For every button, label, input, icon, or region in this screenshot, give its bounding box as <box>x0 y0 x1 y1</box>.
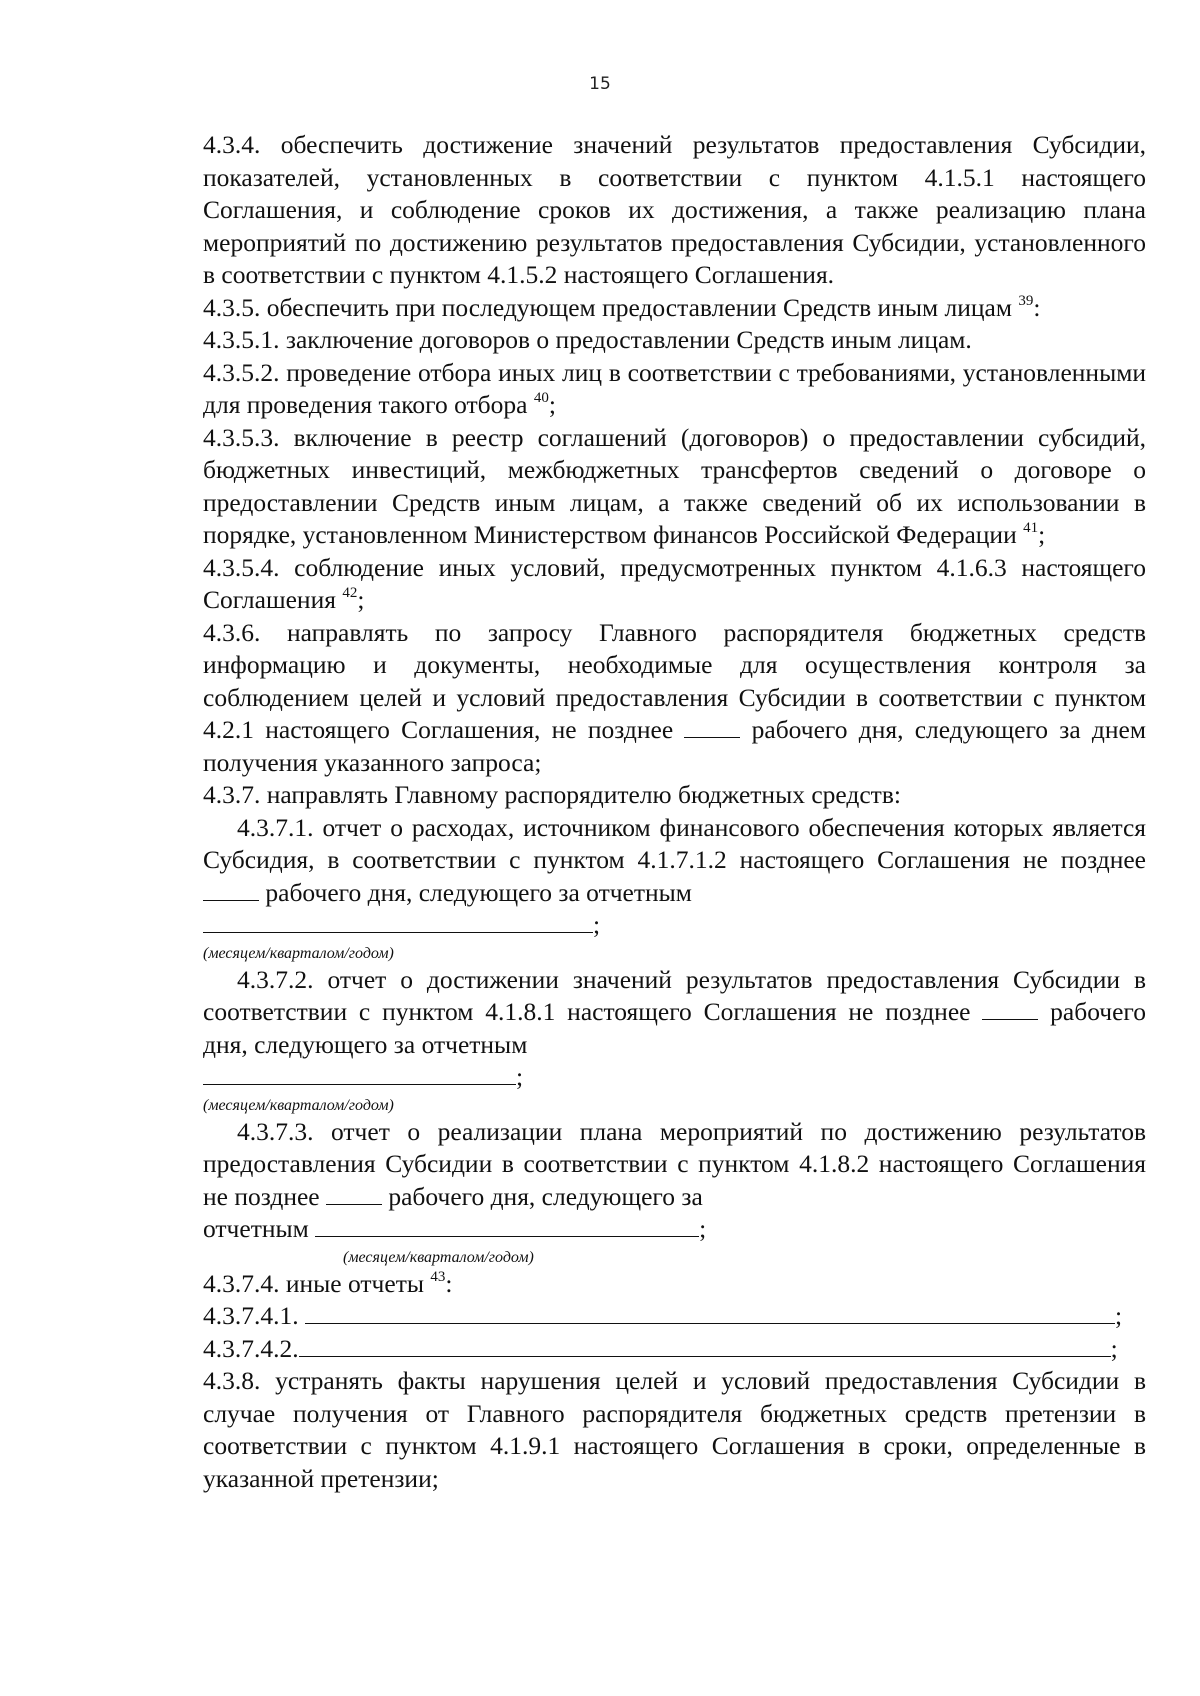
blank-field <box>299 1334 1111 1357</box>
punctuation: ; <box>1110 1333 1118 1363</box>
clause-4-3-7-4 <box>203 1268 1146 1301</box>
clause-text: 4.3.5.2. проведение отбора иных лиц в соответствии с требованиями, установленными для проведения такого отбора <box>203 357 1146 419</box>
period-line <box>203 1213 1146 1268</box>
blank-field <box>305 1301 1115 1324</box>
page-number: 15 <box>589 74 611 94</box>
punctuation: ; <box>548 390 556 419</box>
clause-4-3-5-3 <box>203 422 1146 552</box>
clause-number: 4.3.7.4.1. <box>203 1301 299 1330</box>
footnote-ref: 42 <box>342 585 358 601</box>
clause-4-3-7-4-2 <box>203 1333 1146 1366</box>
clause-4-3-6 <box>203 617 1146 780</box>
clause-text: рабочего дня, следующего за отчетным <box>265 877 692 907</box>
punctuation: ; <box>1038 520 1046 549</box>
clause-4-3-7-2 <box>203 964 1146 1062</box>
clause-4-3-5-4 <box>203 552 1146 617</box>
clause-4-3-7: 4.3.7. направлять Главному распорядителю бюджетных средств: <box>203 780 901 809</box>
clause-text: 4.3.7.1. отчет о расходах, источником финансового обеспечения которых является Субсидия, в соответствии с пунктом 4.1.7.1.2 настоящего Соглашения не позднее <box>203 812 1146 874</box>
period-line <box>203 1061 1146 1116</box>
clause-text: рабочего дня, следующего за <box>388 1181 703 1211</box>
clause-4-3-5 <box>203 292 1146 325</box>
clause-4-3-5-1: 4.3.5.1. заключение договоров о предоставлении Средств иным лицам. <box>203 325 972 354</box>
clause-text: 4.3.5. обеспечить при последующем предоставлении Средств иным лицам <box>203 292 1012 322</box>
period-line <box>203 909 1146 964</box>
clause-4-3-7-4-1 <box>203 1300 1146 1333</box>
document-body <box>203 129 1146 1495</box>
field-caption: (месяцем/кварталом/годом) <box>343 1248 534 1266</box>
clause-4-3-7-1 <box>203 812 1146 910</box>
clause-text: 4.3.7.2. отчет о достижении значений результатов предоставления Субсидии в соответствии с пунктом 4.1.8.1 настоящего Соглашения не позднее <box>203 964 1146 1026</box>
punctuation: ; <box>516 1062 524 1091</box>
clause-text: 4.3.5.3. включение в реестр соглашений (договоров) о предоставлении субсидий, бюджетных инвестиций, межбюджетных трансфертов сведений о договоре о предоставлении Средств иным лицам, а также сведений об их использовании в порядке, установленном Министерством финансов Российской Федерации <box>203 422 1146 549</box>
blank-field <box>315 1214 699 1237</box>
footnote-ref: 40 <box>533 390 549 406</box>
blank-field <box>684 715 740 738</box>
blank-field <box>203 1062 516 1085</box>
punctuation: : <box>1033 292 1041 322</box>
clause-text: отчетным <box>203 1214 309 1243</box>
clause-text: 4.3.5.4. соблюдение иных условий, предусмотренных пунктом 4.1.6.3 настоящего Соглашения <box>203 552 1146 614</box>
clause-number: 4.3.7.4.2. <box>203 1333 299 1363</box>
field-caption: (месяцем/кварталом/годом) <box>203 944 394 962</box>
clause-4-3-7-3 <box>203 1116 1146 1214</box>
punctuation: ; <box>1115 1301 1123 1330</box>
footnote-ref: 43 <box>430 1268 446 1285</box>
field-caption: (месяцем/кварталом/годом) <box>203 1096 394 1114</box>
clause-4-3-4: 4.3.4. обеспечить достижение значений результатов предоставления Субсидии, показателей, установленных в соответствии с пунктом 4.1.5.1 настоящего Соглашения, и соблюдение сроков их достижения, а также реализацию плана мероприятий по достижению результатов предоставления Субсидии, установленного в соответствии с пунктом 4.1.5.2 настоящего Соглашения. <box>203 130 1146 289</box>
clause-4-3-5-2 <box>203 357 1146 422</box>
footnote-ref: 41 <box>1023 520 1039 536</box>
blank-field <box>203 878 259 901</box>
clause-text: 4.3.7.4. иные отчеты <box>203 1268 424 1298</box>
punctuation: ; <box>699 1214 707 1243</box>
clause-text: рабочего дня, следующего за отчетным <box>203 997 1147 1059</box>
clause-4-3-8: 4.3.8. устранять факты нарушения целей и условий предоставления Субсидии в случае получения от Главного распорядителя бюджетных средств претензии в соответствии с пунктом 4.1.9.1 настоящего Соглашения в сроки, определенные в указанной претензии; <box>203 1366 1146 1493</box>
footnote-ref: 39 <box>1018 292 1034 309</box>
punctuation: ; <box>593 910 601 939</box>
clause-text: 4.3.6. направлять по запросу Главного распорядителя бюджетных средств информацию и документы, необходимые для осуществления контроля за соблюдением целей и условий предоставления Субсидии в соответствии с пунктом 4.2.1 настоящего Соглашения, не позднее <box>203 617 1146 744</box>
blank-field <box>982 997 1038 1020</box>
blank-field <box>203 910 593 933</box>
clause-text: 4.3.7.3. отчет о реализации плана мероприятий по достижению результатов предоставления Субсидии в соответствии с пунктом 4.1.8.2 настоящего Соглашения не позднее <box>203 1116 1146 1211</box>
punctuation: ; <box>357 585 365 614</box>
clause-text: рабочего дня, следующего за днем получения указанного запроса; <box>203 715 1146 777</box>
blank-field <box>326 1182 382 1205</box>
punctuation: : <box>445 1268 453 1298</box>
